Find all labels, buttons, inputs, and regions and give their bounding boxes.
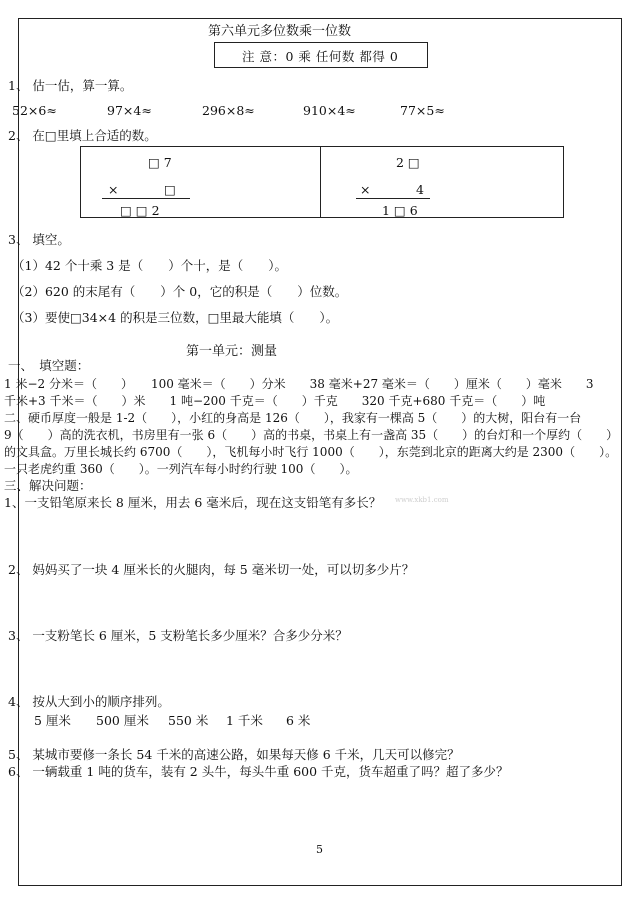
problem-1: 1、一支铅笔原来长 8 厘米，用去 6 毫米后，现在这支铅笔有多长？ — [4, 495, 382, 510]
problem-3: 3、 一支粉笔长 6 厘米，5 支粉笔长多少厘米？合多少分米？ — [8, 628, 348, 643]
right-result-line — [356, 198, 430, 199]
section-problems: 三、解决问题： — [4, 478, 92, 493]
order-item-4: 1 千米 — [226, 713, 263, 728]
q3-heading: 3、 填空。 — [8, 232, 70, 247]
note-text: 注 意：0 乘 任何数 都得 0 — [242, 49, 399, 64]
unit1-title: 第一单元：测量 — [186, 344, 278, 359]
watermark: www.xkb1.com — [395, 496, 449, 504]
left-multiplicand: □ 7 — [148, 155, 172, 170]
problem-4: 4、 按从大到小的顺序排列。 — [8, 694, 170, 709]
q1-item-5: 77×5≈ — [400, 103, 445, 118]
left-times-sign: × — [108, 182, 119, 197]
right-product: 1 □ 6 — [382, 203, 418, 218]
left-product: □ □ 2 — [120, 203, 160, 218]
right-multiplicand: 2 □ — [396, 155, 420, 170]
q1-item-2: 97×4≈ — [107, 103, 152, 118]
left-result-line — [102, 198, 190, 199]
page-number: 5 — [316, 843, 323, 856]
q3-item-3: （3）要使□34×4 的积是三位数，□里最大能填（ ）。 — [12, 310, 339, 325]
problem-5: 5、 某城市要修一条长 54 千米的高速公路，如果每天修 6 千米，几天可以修完？ — [8, 747, 460, 762]
problem-2: 2、 妈妈买了一块 4 厘米长的火腿肉，每 5 毫米切一处，可以切多少片？ — [8, 562, 415, 577]
q1-item-4: 910×4≈ — [303, 103, 356, 118]
q3-item-2: （2）620 的末尾有（ ）个 0，它的积是（ ）位数。 — [12, 284, 348, 299]
order-item-3: 550 米 — [168, 713, 209, 728]
unit-line-1: 二、硬币厚度一般是 1-2（ ），小红的身高是 126（ ），我家有一棵高 5（ ）的大树，阳台有一台 — [4, 411, 582, 425]
q3-item-1: （1）42 个十乘 3 是（ ）个十，是（ ）。 — [12, 258, 287, 273]
left-multiplier-box: □ — [164, 182, 176, 197]
order-item-5: 6 米 — [286, 713, 311, 728]
order-item-2: 500 厘米 — [96, 713, 149, 728]
fill-line-1: 1 米−2 分米＝（ ） 100 毫米＝（ ）分米 38 毫米+27 毫米＝（ ）厘米（ ）毫米 3 — [4, 377, 594, 391]
right-times-sign: × — [360, 182, 371, 197]
fill-line-2: 千米+3 千米＝（ ）米 1 吨−200 千克＝（ ）千克 320 千克+680 千克＝（ ）吨 — [4, 394, 546, 408]
q1-item-3: 296×8≈ — [202, 103, 255, 118]
unit6-title: 第六单元多位数乘一位数 — [208, 24, 352, 39]
unit-line-2: 9（ ）高的洗衣机，书房里有一张 6（ ）高的书桌，书桌上有一盏高 35（ ）的台灯和一个厚约（ ） — [4, 428, 619, 442]
unit-line-4: 一只老虎约重 360（ ）。一列汽车每小时约行驶 100（ ）。 — [4, 462, 358, 476]
order-item-1: 5 厘米 — [34, 713, 71, 728]
table-divider — [320, 146, 321, 218]
unit-line-3: 的文具盒。万里长城长约 6700（ ），飞机每小时飞行 1000（ ），东莞到北京的距离大约是 2300（ ）。 — [4, 445, 618, 459]
problem-6: 6、 一辆载重 1 吨的货车，装有 2 头牛，每头牛重 600 千克，货车超重了吗？超了多少？ — [8, 764, 509, 779]
q2-heading: 2、 在□里填上合适的数。 — [8, 128, 157, 143]
section-fill-blank: 一、 填空题： — [8, 358, 90, 373]
q1-heading: 1、 估一估，算一算。 — [8, 78, 133, 93]
right-multiplier: 4 — [416, 182, 424, 197]
q1-item-1: 52×6≈ — [12, 103, 57, 118]
